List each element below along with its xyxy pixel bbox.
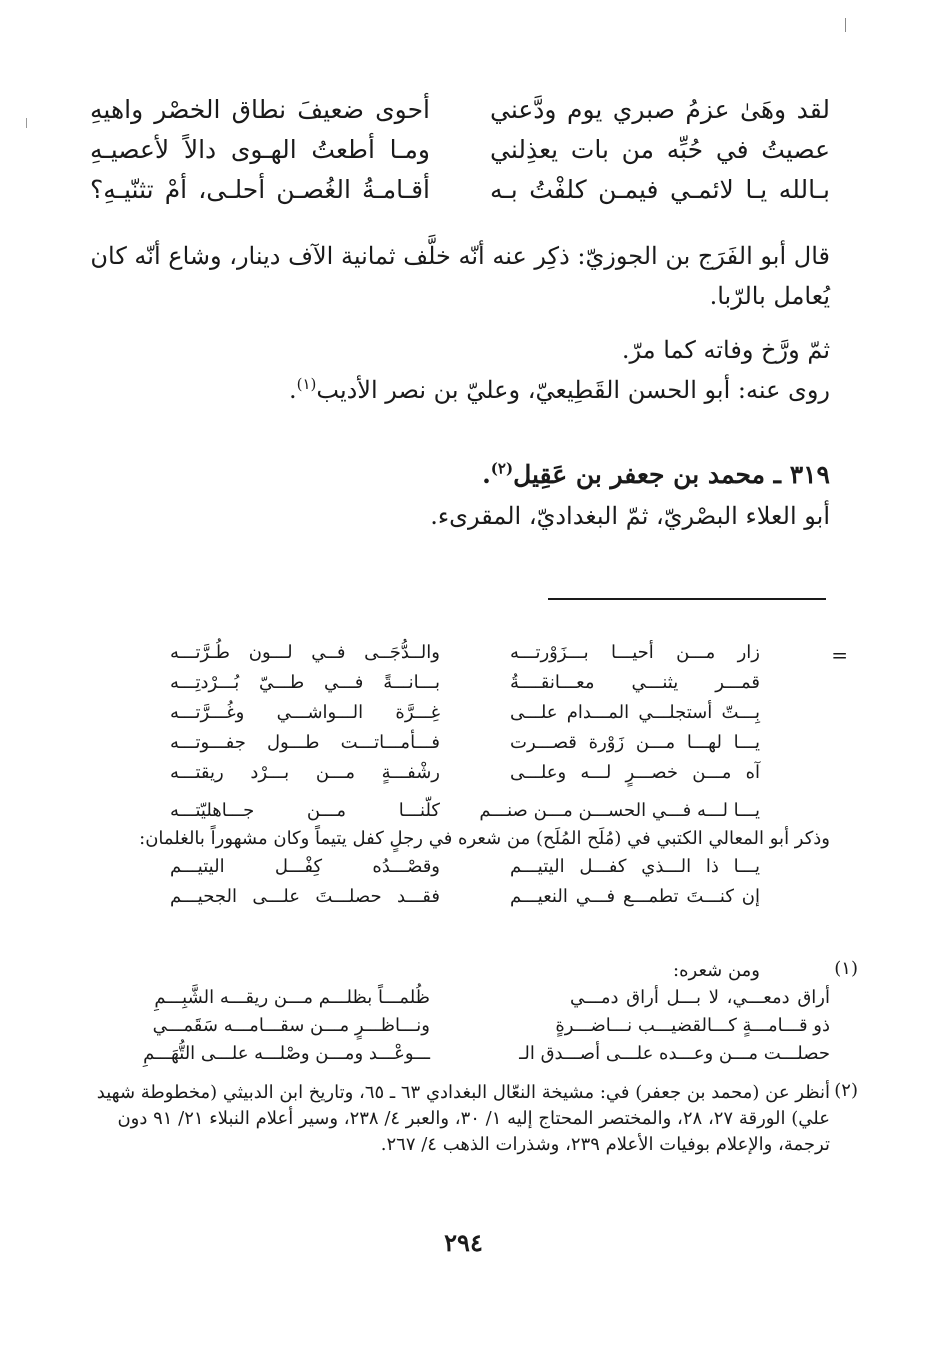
footnote-ref-2: (٢) (490, 459, 514, 478)
continuation-mark: = (831, 643, 848, 667)
footnote-intro: ومن شعره: (673, 960, 760, 981)
verse-line (90, 1040, 830, 1068)
verse-line (90, 130, 830, 170)
second-hemistich: وقصْـــدُه كِفْـــل اليتيـــم (170, 856, 440, 877)
verse-line (90, 984, 830, 1012)
second-hemistich: والــدُّجَــى فــي لـــون طُـرَّتـــه (170, 642, 440, 663)
first-hemistich: يـــا ذا الـــذي كفـــل اليتيـــم (510, 856, 760, 877)
verse-line (90, 796, 830, 826)
verse-line (90, 698, 830, 728)
narrators-end: . (288, 376, 297, 404)
second-hemistich: كلّنـــا مـــن جـــاهليّتـــه (170, 800, 440, 821)
first-hemistich: أراق دمعـــي، لا بـــل أراق دمـــي (570, 987, 830, 1008)
verse-line (90, 882, 830, 912)
verse-line (90, 728, 830, 758)
first-hemistich: إن كنـــتَ تطمـــع فـــي النعيـــم (510, 886, 760, 907)
page-body (90, 90, 858, 1290)
footnote-poem-orphan (90, 852, 830, 912)
footnote-poem (90, 638, 830, 912)
second-hemistich: أقـامـةُ الغُصـن أحلـى، أمْ تثنّيـهِ؟ (90, 175, 430, 204)
first-hemistich: بـالله يـا لائمـي فيمـن كلفْتُ بـه (490, 175, 830, 204)
verse-line (90, 90, 830, 130)
scan-mark (845, 18, 846, 32)
first-hemistich: حصلـــت مـــن وعـــده علـــى أصـــدق الـ (519, 1043, 830, 1064)
second-hemistich: فقـــد حصلـــتَ علـــى الجحيـــم (170, 886, 440, 907)
entry-heading (90, 454, 830, 496)
second-hemistich: ظُلمـــاً بظلـــم مـــن ريقـــه الشَّبِـــمِ (154, 987, 430, 1008)
verse-line (90, 668, 830, 698)
verse-line (90, 852, 830, 882)
footnote-number: (٢) (834, 1080, 858, 1101)
verse-line (90, 1012, 830, 1040)
second-hemistich: بـــانـــةً فـــي طـــيّ بُـــرْدتِـــه (170, 672, 440, 693)
footnote-separator (548, 598, 826, 600)
paragraph-death-date: ثمّ ورَّخ وفاته كما مرّ. (621, 336, 830, 364)
entry-title: ٣١٩ ـ محمد بن جعفر بن عَقِيل (513, 460, 830, 489)
entry-title-end: . (482, 460, 491, 489)
second-hemistich: رشْفـــةٍ مـــن بـــرْد ريقتـــه (170, 762, 440, 783)
footnote-sources: أنظر عن (محمد بن جعفر) في: مشيخة النعّال البغدادي ٦٣ ـ ٦٥، وتاريخ ابن الدبيثي (مخطوطة شهيد علي) الورقة ٢٧، ٢٨، والمختصر المحتاج إليه ١/ ٣٠، والعبر ٤/ ٢٣٨، وسير أعلام النبلاء ٢١/ ٩١ دون ترجمة، والإعلام بوفيات الأعلام ٢٣٩، وشذرات الذهب ٤/ ٢٦٧. (96, 1082, 830, 1155)
narrators-text: روى عنه: أبو الحسن القَطِيعيّ، وعليّ بن نصر الأديب (316, 376, 830, 404)
second-hemistich: ونـــاظـــرٍ مـــن سقـــامـــه سَقَمـــي (152, 1015, 430, 1036)
paragraph-ibn-jawzi: قال أبو الفَرَج بن الجوزيّ: ذكِر عنه أنّه خلَّف ثمانية الآف دينار، وشاع أنّه كان يُعامل بالرّبا. (90, 242, 830, 310)
first-hemistich: ذو قـــامـــةٍ كـــالقضيـــب نـــاضـــرةٍ (555, 1015, 830, 1036)
footnote-1 (90, 958, 858, 1068)
second-hemistich: فـــأمـــاتـــت طـــول جفـــوتـــه (170, 732, 440, 753)
footnote-body (90, 958, 760, 984)
entry-subtitle: أبو العلاء البصْريّ، ثمّ البغداديّ، المقرىء. (430, 502, 830, 530)
first-hemistich: آه مـــن خصـــرٍ لـــه وعلـــى (510, 762, 760, 783)
paragraph-narrators (90, 370, 830, 410)
verse-line (90, 170, 830, 210)
first-hemistich: بِـــتّ أستجلـــي المـــدام علـــى (510, 702, 760, 723)
verse-line (90, 638, 830, 668)
second-hemistich: ـــوعْـــد ومـــن وصْلـــه علـــى التُّهَـــمِ (143, 1043, 430, 1064)
first-hemistich: يـــا لهـــا مـــن زَوْرة قصـــرت (510, 732, 760, 753)
verse-line (90, 758, 830, 788)
first-hemistich: يـــا لـــه فـــي الحســـن مـــن صنـــم (479, 800, 760, 821)
second-hemistich: غِـــرَّة الـــواشـــي وغُـــرَّتـــه (170, 702, 440, 723)
second-hemistich: ومـا أطعتُ الهـوى دالاً لأعصيـهِ (90, 135, 430, 164)
scan-mark (26, 118, 27, 128)
main-poem (90, 90, 830, 210)
first-hemistich: عصيتُ في حُبِّه من بات يعذِلني (490, 135, 830, 164)
second-hemistich: أحوى ضعيفَ نطاق الخصْر واهيهِ (90, 95, 430, 124)
first-hemistich: زار مـــن أحيـــا بـــزَوْرتـــه (510, 642, 760, 663)
footnote-number: (١) (834, 958, 858, 979)
footnote-note-kutubi: وذكر أبو المعالي الكتبي في (مُلَح المُلَح) من شعره في رجلٍ كفل يتيماً وكان مشهوراً بالغلمان: (139, 828, 830, 849)
page-number: ٢٩٤ (444, 1228, 483, 1257)
first-hemistich: قمـــر يثنـــي معـــانقــــةُ (510, 672, 760, 693)
footnote-ref-1: (١) (296, 375, 317, 393)
first-hemistich: لقد وهَىٰ عزمُ صبري يوم ودَّعني (490, 95, 830, 124)
footnote-2 (90, 1080, 858, 1158)
